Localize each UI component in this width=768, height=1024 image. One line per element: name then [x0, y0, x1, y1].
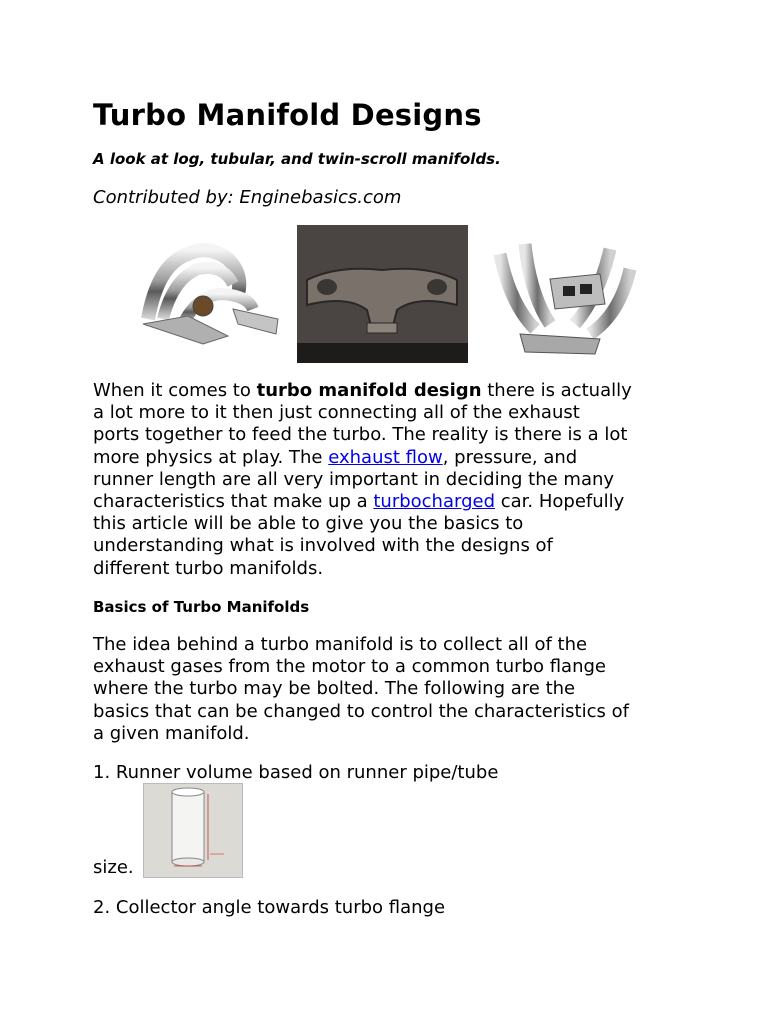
intro-line	[93, 447, 693, 469]
intro-line	[93, 380, 693, 402]
page-title: Turbo Manifold Designs	[93, 98, 482, 132]
intro-text: characteristics that make up a	[93, 491, 374, 513]
intro-text: more physics at play. The	[93, 446, 329, 468]
intro-line: runner length are all very important in deciding the many	[93, 468, 615, 490]
intro-line	[93, 491, 693, 513]
list-item-1: 1. Runner volume based on runner pipe/tube	[93, 762, 499, 783]
intro-line: ports together to feed the turbo. The reality is there is a lot	[93, 424, 628, 446]
section-heading: Basics of Turbo Manifolds	[93, 598, 310, 616]
intro-paragraph	[93, 380, 693, 580]
intro-text: , pressure, and	[442, 446, 578, 468]
exhaust-flow-link[interactable]: exhaust flow	[328, 446, 443, 468]
intro-line: this article will be able to give you the basics to	[93, 513, 524, 535]
intro-line: understanding what is involved with the designs of	[93, 535, 553, 557]
tubular-manifold-image	[480, 224, 640, 363]
intro-text: When it comes to	[93, 380, 257, 401]
intro-text: car. Hopefully	[495, 491, 625, 513]
list-item-1-continuation: size.	[93, 857, 134, 878]
intro-bold-term: turbo manifold design	[256, 380, 482, 401]
basics-line: The idea behind a turbo manifold is to collect all of the	[93, 634, 588, 655]
basics-line: exhaust gases from the motor to a common turbo flange	[93, 656, 606, 678]
log-manifold-image	[128, 224, 286, 360]
runner-tube-image	[143, 783, 243, 878]
basics-line: a given manifold.	[93, 722, 250, 744]
basics-line: basics that can be changed to control the characteristics of	[93, 700, 629, 722]
subtitle: A look at log, tubular, and twin-scroll manifolds.	[93, 150, 501, 168]
basics-paragraph	[93, 634, 693, 745]
basics-line: where the turbo may be bolted. The following are the	[93, 678, 576, 700]
intro-line: different turbo manifolds.	[93, 557, 324, 579]
intro-text: there is actually	[481, 380, 632, 401]
turbocharged-link[interactable]: turbocharged	[373, 491, 496, 513]
list-item-2: 2. Collector angle towards turbo flange	[93, 897, 446, 918]
cast-manifold-image	[297, 225, 468, 363]
contributed-by: Contributed by: Enginebasics.com	[93, 187, 402, 208]
intro-line: a lot more to it then just connecting all of the exhaust	[93, 402, 580, 424]
